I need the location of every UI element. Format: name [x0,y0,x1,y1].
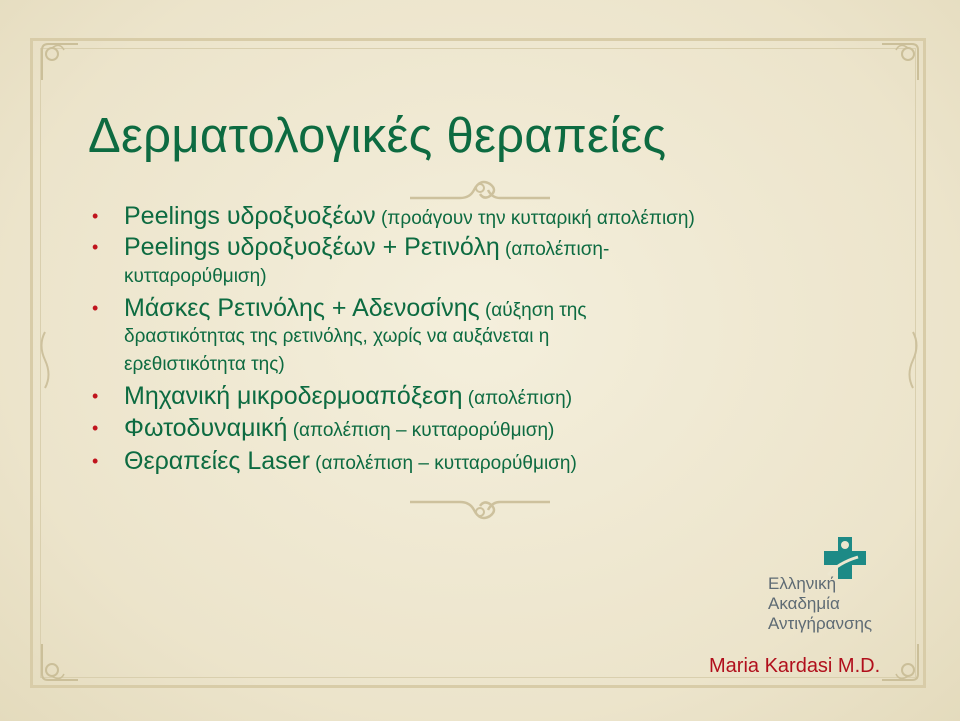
slide-title: Δερματολογικές θεραπείες [88,109,667,163]
logo-line-2: Ακαδημία [768,594,840,613]
bullet-main-text: Peelings υδροξυοξέων [124,202,376,230]
author-name: Maria Kardasi M.D. [709,655,881,677]
bullet-main-text: Μάσκες Ρετινόλης + Αδενοσίνης [124,294,480,322]
scroll-ornament-bottom-icon [400,492,560,528]
corner-ornament-icon [878,40,922,84]
bullet-item [88,200,888,232]
side-ornament-right-icon [904,330,922,390]
bullet-sub-text: (απολέπιση- [499,239,610,260]
bullet-continuation-text: κυτταρορύθμιση) [124,266,267,287]
bullet-main-text: Peelings υδροξυοξέων + Ρετινόλη [124,233,500,261]
bullet-sub-text: (απολέπιση – κυτταρορύθμιση) [309,453,577,474]
logo-line-1: Ελληνική [768,574,837,593]
corner-ornament-icon [878,640,922,684]
bullet-sub-text: (απολέπιση) [462,388,573,409]
bullet-sub-text: (προάγουν την κυτταρική απολέπιση) [375,208,695,229]
bullet-continuation [88,324,888,350]
bullet-main-text: Θεραπείες Laser [124,447,310,475]
logo-line-3: Αντιγήρανσης [768,614,873,633]
bullet-continuation [88,262,888,292]
side-ornament-left-icon [36,330,54,390]
corner-ornament-icon [38,40,82,84]
bullet-item [88,445,888,478]
bullet-main-text: Φωτοδυναμική [124,414,288,442]
bullet-continuation-text: δραστικότητας της ρετινόλης, χωρίς να αυξάνεται η [124,326,550,347]
bullet-list [88,200,888,478]
bullet-item [88,412,888,445]
bullet-item [88,380,888,412]
bullet-continuation [88,350,888,380]
bullet-sub-text: (απολέπιση – κυτταρορύθμιση) [287,420,555,441]
bullet-continuation-text: ερεθιστικότητα της) [124,354,285,375]
bullet-sub-text: (αύξηση της [479,300,587,321]
bullet-main-text: Μηχανική μικροδερμοαπόξεση [124,382,463,410]
academy-logo [768,574,872,634]
bullet-item [88,232,888,262]
bullet-item [88,292,888,324]
corner-ornament-icon [38,640,82,684]
